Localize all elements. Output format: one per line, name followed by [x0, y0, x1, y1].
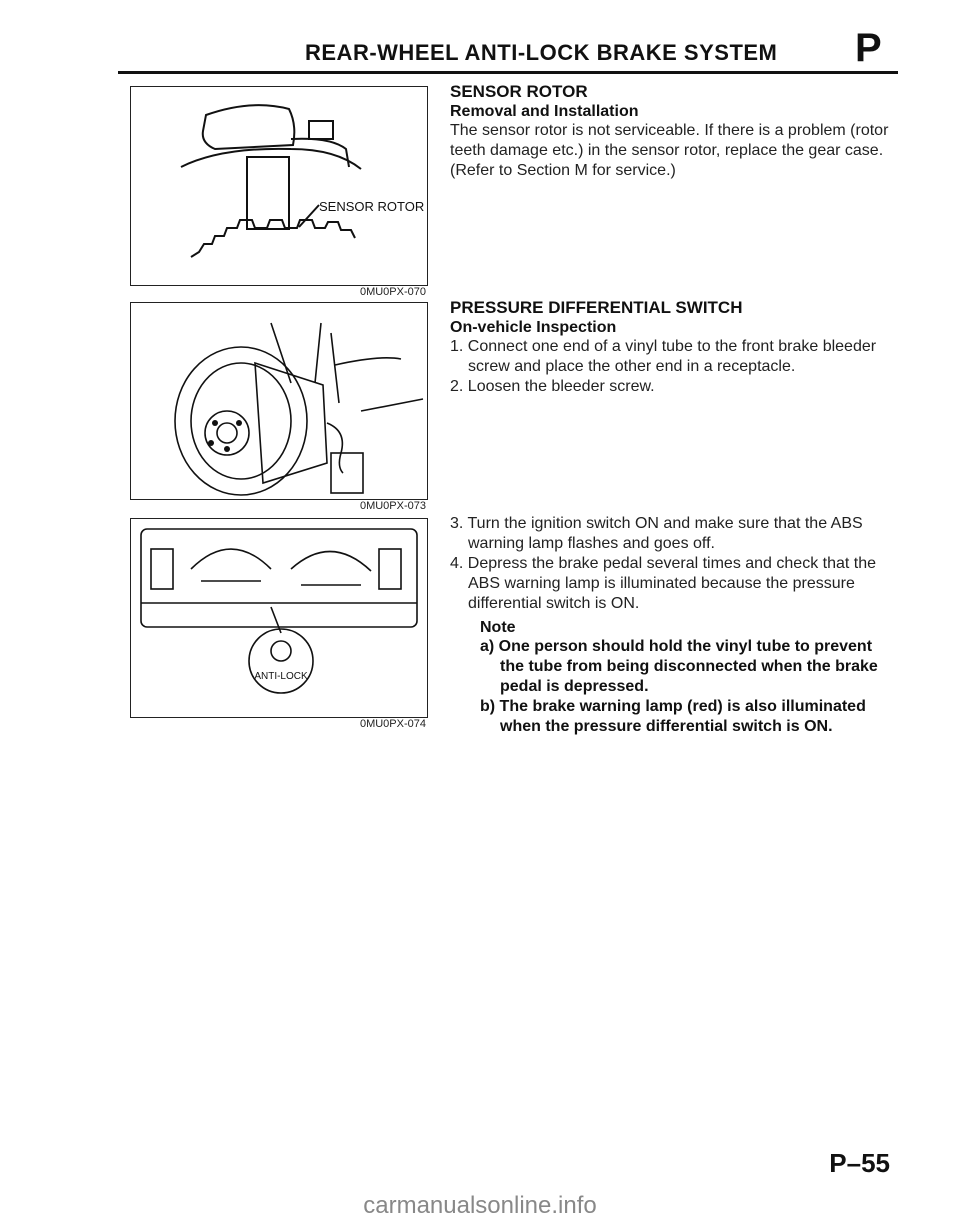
pds-steps-continued	[450, 514, 890, 614]
step-item: 1. Connect one end of a vinyl tube to the front brake bleeder screw and place the other end in a receptacle.	[450, 338, 877, 375]
section-heading: SENSOR ROTOR	[450, 82, 588, 101]
note-title: Note	[480, 619, 516, 636]
figure-caption: 0MU0PX-073	[359, 500, 426, 512]
step-item: 3. Turn the ignition switch ON and make sure that the ABS warning lamp flashes and goes off.	[450, 515, 863, 552]
page-title: REAR-WHEEL ANTI-LOCK BRAKE SYSTEM	[305, 40, 778, 65]
figure-caption: 0MU0PX-070	[359, 286, 426, 298]
step-item: 2. Loosen the bleeder screw.	[450, 378, 655, 395]
paragraph: The sensor rotor is not serviceable. If there is a problem (rotor teeth damage etc.) in the sensor rotor, replace the gear case. (Refer to Section M for service.)	[450, 122, 889, 179]
brake-bleeding-illustration	[131, 303, 427, 499]
anti-lock-label: ANTI-LOCK	[254, 671, 308, 682]
section-subheading: On-vehicle Inspection	[450, 319, 617, 336]
sensor-rotor-label: SENSOR ROTOR	[319, 199, 425, 214]
section-letter: P	[855, 26, 882, 70]
watermark: carmanualsonline.info	[363, 1192, 597, 1219]
sensor-rotor-illustration	[131, 87, 427, 285]
figure-caption: 0MU0PX-074	[359, 718, 426, 730]
figure-instrument-cluster	[130, 518, 428, 718]
figure-bleeder-screw	[130, 302, 428, 500]
instrument-cluster-illustration	[131, 519, 427, 717]
note-item: a) One person should hold the vinyl tube to prevent the tube from being disconnected when the brake pedal is depressed.	[480, 638, 878, 695]
sensor-rotor-section	[450, 82, 890, 181]
step-item: 4. Depress the brake pedal several times and check that the ABS warning lamp is illuminated because the pressure differential switch is ON.	[450, 555, 877, 612]
note-block	[480, 618, 890, 737]
section-heading: PRESSURE DIFFERENTIAL SWITCH	[450, 298, 743, 317]
section-subheading: Removal and Installation	[450, 103, 639, 120]
note-item: b) The brake warning lamp (red) is also illuminated when the pressure differential switch is ON.	[480, 698, 866, 735]
page-number: P–55	[829, 1148, 890, 1178]
header-rule	[118, 71, 898, 74]
pds-section	[450, 298, 890, 397]
figure-sensor-rotor	[130, 86, 428, 286]
